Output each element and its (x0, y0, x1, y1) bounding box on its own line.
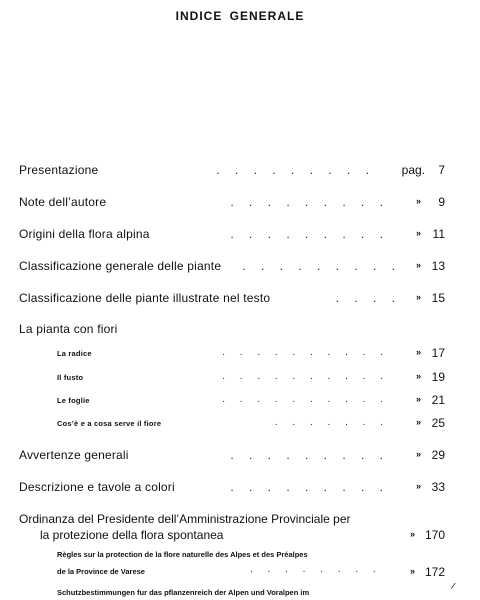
page-number: 19 (431, 370, 445, 384)
toc-entry-title: Classificazione delle piante illustrate nel testo (19, 291, 271, 305)
toc-entry-title-line2: la protezione della flora spontanea (40, 528, 224, 542)
dot-leader: . . . . . . . . . (216, 163, 369, 177)
page-number: 13 (431, 259, 445, 273)
page-ref-label: » (415, 417, 421, 427)
dot-leader: . . . . . . . (274, 417, 383, 428)
page-ref-label: » (409, 529, 415, 539)
toc-entry-presentazione (19, 163, 445, 179)
toc-entry-ordinanza-ref (19, 528, 445, 544)
toc-subentry-foglie (19, 393, 445, 409)
toc-entry-descrizione (19, 480, 445, 496)
page-title: INDICE GENERALE (175, 9, 305, 23)
toc-subentry-title-line2: de la Province de Varese (57, 567, 145, 576)
toc-subentry-title: Il fusto (57, 373, 84, 382)
toc-subentry-title: La radice (57, 349, 92, 358)
toc-section-title: La pianta con fiori (19, 322, 118, 336)
toc-entry-classificazione-illustrate (19, 291, 445, 307)
toc-subentry-regles-ref (19, 565, 445, 581)
page-ref-label: » (415, 196, 421, 206)
page-number: 9 (438, 195, 445, 209)
toc-entry-title-line1: Ordinanza del Presidente dell’Amministrazione Provinciale per (19, 512, 351, 526)
dot-leader: . . . . . . . . . (242, 259, 395, 273)
page-number: 172 (424, 565, 445, 579)
toc-entry-title: Classificazione generale delle piante (19, 259, 222, 273)
toc-subentry-title-line1: Règles sur la protection de la flore naturelle des Alpes et des Préalpes (57, 550, 308, 559)
toc-entry-origini (19, 227, 445, 243)
page-ref-label: » (415, 371, 421, 381)
dot-leader: . . . . . . . . . . (222, 394, 383, 405)
dot-leader: . . . . . . . . . (230, 480, 383, 494)
page-number: 29 (431, 448, 445, 462)
page-ref-label: » (415, 260, 421, 270)
toc-entry-title: Descrizione e tavole a colori (19, 480, 175, 494)
page-number: 7 (438, 163, 445, 177)
toc-entry-avvertenze (19, 448, 445, 464)
toc-entry-title: Avvertenze generali (19, 448, 129, 462)
page-ref-label: » (415, 347, 421, 357)
page-number: 15 (431, 291, 445, 305)
page-ref-label: » (415, 394, 421, 404)
toc-entry-classificazione-generale (19, 259, 445, 275)
toc-subentry-title-line1: Schutzbestimmungen fur das pflanzenreich der Alpen und Voralpen im (57, 588, 310, 597)
page-ref-label: pag. (401, 163, 425, 177)
page-number: 170 (424, 528, 445, 542)
dot-leader: . . . . . . . . . (230, 227, 383, 241)
toc-subentry-radice (19, 346, 445, 362)
page-ref-label: » (415, 481, 421, 491)
page-number: 33 (431, 480, 445, 494)
dot-leader: . . . . . . . . . . (222, 371, 383, 382)
toc-entry-title: Note dell’autore (19, 195, 107, 209)
page-number: 21 (431, 393, 445, 407)
dot-leader: . . . . . . . . (250, 564, 376, 575)
toc-subentry-title: Le foglie (57, 396, 90, 405)
toc-entry-title: Origini della flora alpina (19, 227, 150, 241)
page-number: 11 (432, 227, 445, 241)
toc-subentry-fusto (19, 370, 445, 386)
dot-leader: . . . . . . . . . (230, 448, 383, 462)
page-number: 25 (431, 416, 445, 430)
toc-section-pianta-fiori (19, 322, 445, 338)
page-ref-label: » (415, 449, 421, 459)
toc-subentry-title: Cos’è e a cosa serve il fiore (57, 419, 162, 428)
dot-leader: . . . . . . . . . . (222, 347, 383, 358)
dot-leader: . . . . (335, 291, 395, 305)
toc-entry-title: Presentazione (19, 163, 99, 177)
toc-subentry-fiore (19, 416, 445, 432)
scan-mark: / (450, 580, 457, 592)
toc-entry-note-autore (19, 195, 445, 211)
page-ref-label: » (415, 292, 421, 302)
page-ref-label: » (409, 566, 415, 576)
page-ref-label: » (415, 228, 421, 238)
dot-leader: . . . . . . . . . (230, 195, 383, 209)
page-number: 17 (431, 346, 445, 360)
